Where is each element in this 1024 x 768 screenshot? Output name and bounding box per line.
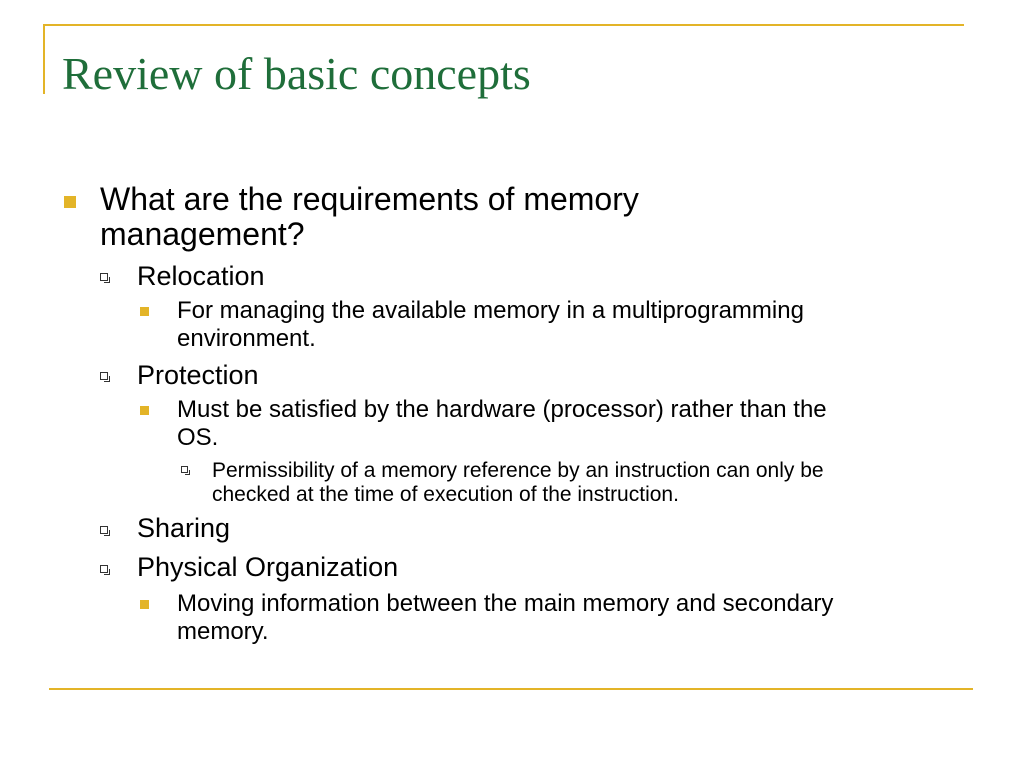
level2-bullet-icon [100, 526, 108, 534]
bullet-text: Permissibility of a memory reference by an instruction can only be [212, 459, 824, 482]
level3-bullet-icon [140, 307, 149, 316]
level3-bullet-icon [140, 406, 149, 415]
bullet-text: Moving information between the main memory and secondary [177, 590, 834, 617]
bullet-text: environment. [177, 325, 316, 352]
bullet-text: For managing the available memory in a multiprogramming [177, 297, 804, 324]
bullet-text: Sharing [137, 513, 231, 543]
bullet-text: Must be satisfied by the hardware (processor) rather than the [177, 396, 827, 423]
bullet-text: Protection [137, 360, 259, 390]
level3-bullet-icon [140, 600, 149, 609]
level2-bullet-icon [100, 372, 108, 380]
slide-title: Review of basic concepts [62, 48, 531, 99]
bullet-text: What are the requirements of memory [100, 181, 639, 217]
bullet-text: Physical Organization [137, 552, 399, 582]
bullet-text: OS. [177, 424, 219, 451]
bullet-text: checked at the time of execution of the instruction. [212, 483, 679, 506]
level1-bullet-icon [64, 196, 76, 208]
level2-bullet-icon [100, 565, 108, 573]
bullet-text: management? [100, 216, 305, 252]
bullet-text: memory. [177, 618, 269, 645]
bullet-text: Relocation [137, 261, 265, 291]
level2-bullet-icon [100, 273, 108, 281]
level4-bullet-icon [181, 466, 188, 473]
